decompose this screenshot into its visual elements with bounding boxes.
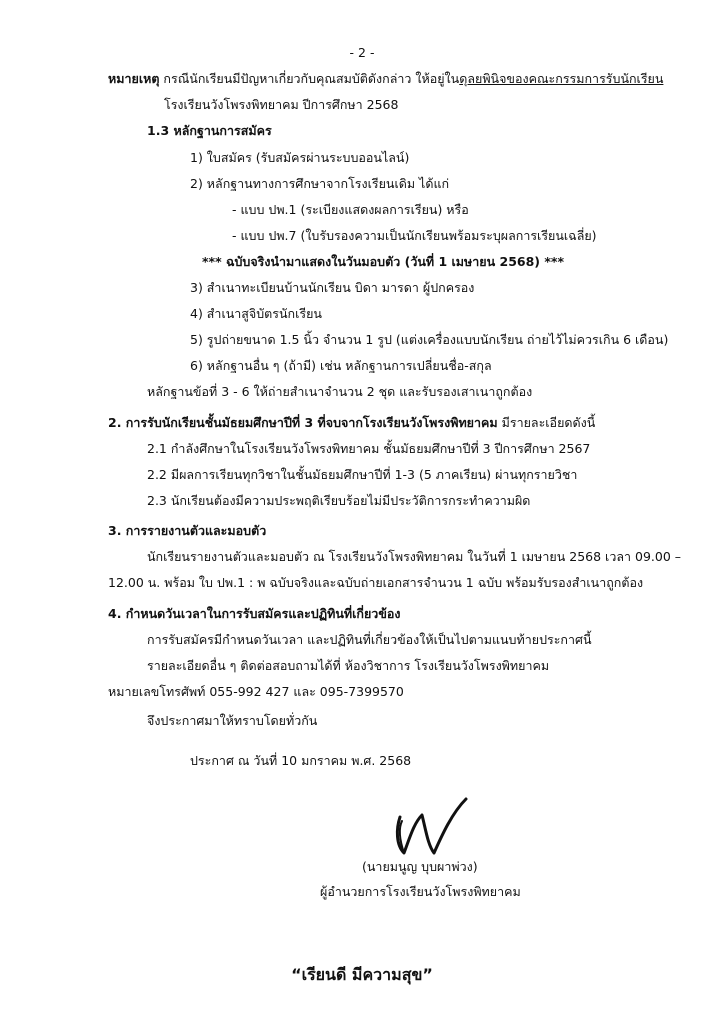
evidence-item-2b: - แบบ ปพ.7 (ใบรับรองความเป็นนักเรียนพร้อมระบุผลการเรียนเฉลี่ย): [232, 228, 597, 243]
section-4-line-1: การรับสมัครมีกำหนดวันเวลา และปฏิทินที่เกี่ยวข้องให้เป็นไปตามแนบท้ายประกาศนี้: [147, 632, 592, 647]
signature: [386, 795, 476, 857]
page-number: - 2 -: [349, 45, 375, 60]
signatory-position: ผู้อำนวยการโรงเรียนวังโพรงพิทยาคม: [320, 884, 521, 899]
section-2-heading-line: [108, 414, 595, 432]
original-documents-note: *** ฉบับจริงนำมาแสดงในวันมอบตัว (วันที่ 1 เมษายน 2568) ***: [202, 254, 564, 269]
evidence-item-5: 5) รูปถ่ายขนาด 1.5 นิ้ว จำนวน 1 รูป (แต่งเครื่องแบบนักเรียน ถ่ายไว้ไม่ควรเกิน 6 เดือน): [190, 332, 669, 347]
evidence-item-4: 4) สำเนาสูจิบัตรนักเรียน: [190, 306, 322, 321]
closing-statement: จึงประกาศมาให้ทราบโดยทั่วกัน: [147, 713, 318, 728]
section-2-item-2: 2.2 มีผลการเรียนทุกวิชาในชั้นมัธยมศึกษาปีที่ 1-3 (5 ภาคเรียน) ผ่านทุกรายวิชา: [147, 467, 578, 482]
evidence-item-3: 3) สำเนาทะเบียนบ้านนักเรียน บิดา มารดา ผู้ปกครอง: [190, 280, 475, 295]
copies-note: หลักฐานข้อที่ 3 - 6 ให้ถ่ายสำเนาจำนวน 2 ชุด และรับรองเสาเนาถูกต้อง: [147, 384, 533, 399]
section-2-item-1: 2.1 กำลังศึกษาในโรงเรียนวังโพรงพิทยาคม ชั้นมัธยมศึกษาปีที่ 3 ปีการศึกษา 2567: [147, 441, 591, 456]
note-line-1: [108, 70, 663, 88]
section-2-heading-tail: มีรายละเอียดดังนี้: [497, 415, 596, 430]
section-4-heading: 4. กำหนดวันเวลาในการรับสมัครและปฏิทินที่เกี่ยวข้อง: [108, 606, 401, 621]
school-motto: “เรียนดี มีความสุข”: [291, 965, 433, 984]
note-text: กรณีนักเรียนมีปัญหาเกี่ยวกับคุณสมบัติดังกล่าว ให้อยู่ใน: [159, 71, 460, 86]
signatory-name: (นายมนูญ บุบผาพ่วง): [362, 859, 478, 874]
evidence-item-2a: - แบบ ปพ.1 (ระเบียงแสดงผลการเรียน) หรือ: [232, 202, 469, 217]
section-2-item-3: 2.3 นักเรียนต้องมีความประพฤติเรียบร้อยไม่มีประวัติการกระทำความผิด: [147, 493, 531, 508]
evidence-item-1: 1) ใบสมัคร (รับสมัครผ่านระบบออนไลน์): [190, 150, 410, 165]
section-3-heading: 3. การรายงานตัวและมอบตัว: [108, 523, 267, 538]
evidence-item-2: 2) หลักฐานทางการศึกษาจากโรงเรียนเดิม ได้แก่: [190, 176, 450, 191]
section-3-line-2: 12.00 น. พร้อม ใบ ปพ.1 : พ ฉบับจริงและฉบับถ่ายเอกสารจำนวน 1 ฉบับ พร้อมรับรองสำเนาถูกต้อง: [108, 575, 644, 590]
evidence-item-6: 6) หลักฐานอื่น ๆ (ถ้ามี) เช่น หลักฐานการเปลี่ยนชื่อ-สกุล: [190, 358, 492, 373]
note-label: หมายเหตุ: [108, 71, 160, 86]
section-4-line-2: รายละเอียดอื่น ๆ ติดต่อสอบถามได้ที่ ห้องวิชาการ โรงเรียนวังโพรงพิทยาคม: [147, 658, 550, 673]
announcement-date: ประกาศ ณ วันที่ 10 มกราคม พ.ศ. 2568: [190, 753, 412, 768]
section-4-line-3: หมายเลขโทรศัพท์ 055-992 427 และ 095-7399570: [108, 684, 404, 699]
note-underlined-text: ดุลยพินิจของคณะกรรมการรับนักเรียน: [459, 71, 664, 86]
section-3-line-1: นักเรียนรายงานตัวและมอบตัว ณ โรงเรียนวังโพรงพิทยาคม ในวันที่ 1 เมษายน 2568 เวลา 09.00 –: [147, 549, 682, 564]
section-1-3-heading: 1.3 หลักฐานการสมัคร: [147, 123, 272, 138]
note-line-2: โรงเรียนวังโพรงพิทยาคม ปีการศึกษา 2568: [164, 97, 399, 112]
section-2-heading: 2. การรับนักเรียนชั้นมัธยมศึกษาปีที่ 3 ที่จบจากโรงเรียนวังโพรงพิทยาคม: [108, 415, 498, 430]
